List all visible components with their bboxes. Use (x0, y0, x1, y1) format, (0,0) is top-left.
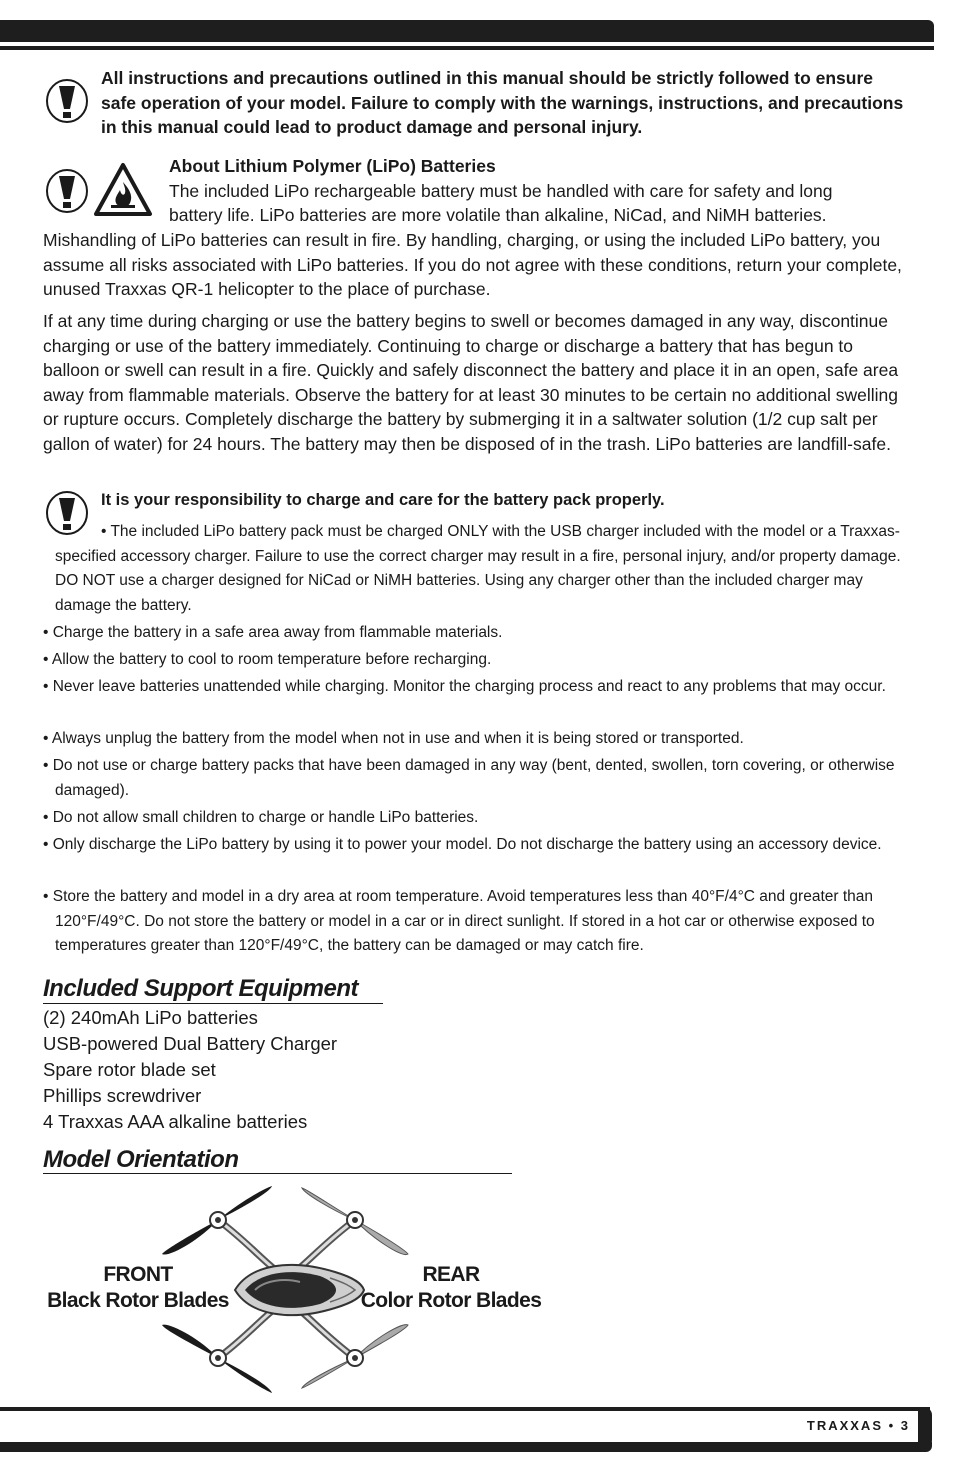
warning-exclamation-icon (45, 78, 89, 124)
rear-title: REAR (422, 1263, 480, 1286)
front-label (40, 1262, 236, 1314)
list-item: • Charge the battery in a safe area away from flammable materials. (43, 624, 503, 641)
rear-subtitle: Color Rotor Blades (360, 1289, 542, 1312)
lipo-line-2: battery life. LiPo batteries are more volatile than alkaline, NiCad, and NiMH batteries. (169, 205, 827, 225)
lipo-title: About Lithium Polymer (LiPo) Batteries (169, 156, 496, 176)
bottom-corner (918, 1407, 932, 1452)
swelling-paragraph: If at any time during charging or use the battery begins to swell or becomes damaged in any way, discontinue charging or use of the battery immediately. Continuing to charge or discharge a battery that has begun to balloon or swell can result in a fire. Quickly and safely disconnect the battery and place it in an open, safe area away from flammable materials. Observe the battery for at least 30 minutes to be certain no additional swelling or rupture occurs. Completely discharge the battery by submerging it in a saltwater solution (1/2 cup salt per gallon of water) for 24 hours. The battery may then be disposed of in the trash. LiPo batteries are landfill-safe. (43, 311, 899, 454)
list-item: • Only discharge the LiPo battery by using it to power your model. Do not discharge the battery using an accessory device. (43, 836, 882, 853)
list-item: • Store the battery and model in a dry area at room temperature. Avoid temperatures less than 40°F/4°C and greater than 120°F/49°C. Do not store the battery or model in a car or in direct sunlight. If stored in a hot car or otherwise exposed to temperatures greater than 120°F/49°C, the battery can be damaged or may catch fire. (43, 888, 875, 954)
top-rule (0, 46, 934, 50)
bottom-bar (0, 1442, 932, 1452)
fire-hazard-icon (93, 162, 153, 218)
list-item: • Do not allow small children to charge or handle LiPo batteries. (43, 809, 479, 826)
equipment-item: USB-powered Dual Battery Charger (43, 1033, 338, 1054)
equipment-item: 4 Traxxas AAA alkaline batteries (43, 1111, 308, 1132)
intro-warning: All instructions and precautions outlined in this manual should be strictly followed to ensure safe operation of your model. Failure to comply with the warnings, instructions, and precautions in this manual could lead to product damage and personal injury. (101, 68, 904, 137)
lipo-line-1: The included LiPo rechargeable battery must be handled with care for safety and long (169, 181, 833, 201)
equipment-item: Spare rotor blade set (43, 1059, 216, 1080)
rear-label (355, 1262, 547, 1314)
list-item: • Always unplug the battery from the model when not in use and when it is being stored or transported. (43, 730, 744, 747)
orientation-heading-underline (43, 1173, 512, 1174)
orientation-heading: Model Orientation (43, 1146, 239, 1173)
equipment-heading: Included Support Equipment (43, 975, 358, 1002)
page-footer: TRAXXAS • 3 (806, 1418, 910, 1433)
equipment-item: Phillips screwdriver (43, 1085, 202, 1106)
responsibility-title: It is your responsibility to charge and care for the battery pack properly. (101, 491, 665, 509)
list-item: • Never leave batteries unattended while charging. Monitor the charging process and react to any problems that may occur. (43, 678, 886, 695)
top-bar (0, 20, 934, 42)
front-subtitle: Black Rotor Blades (47, 1289, 229, 1312)
list-item: • Allow the battery to cool to room temperature before recharging. (43, 651, 492, 668)
lipo-paragraph: Mishandling of LiPo batteries can result in fire. By handling, charging, or using the included LiPo battery, you assume all risks associated with LiPo batteries. If you do not agree with these conditions, return your complete, unused Traxxas QR-1 helicopter to the place of purchase. (43, 230, 902, 299)
bottom-rule (0, 1407, 930, 1411)
front-title: FRONT (103, 1263, 173, 1286)
equipment-heading-underline (43, 1003, 383, 1004)
list-item: • Do not use or charge battery packs that have been damaged in any way (bent, dented, swollen, torn covering, or otherwise damaged). (43, 757, 895, 799)
equipment-item: (2) 240mAh LiPo batteries (43, 1007, 258, 1028)
warning-exclamation-icon (45, 168, 89, 214)
charger-bullet: • The included LiPo battery pack must be charged ONLY with the USB charger included with the model or a Traxxas-specified accessory charger. Failure to use the correct charger may result in a fire, personal injury, and/or property damage. DO NOT use a charger designed for NiCad or NiMH batteries. Using any charger other than the included charger may damage the battery. (55, 523, 901, 614)
